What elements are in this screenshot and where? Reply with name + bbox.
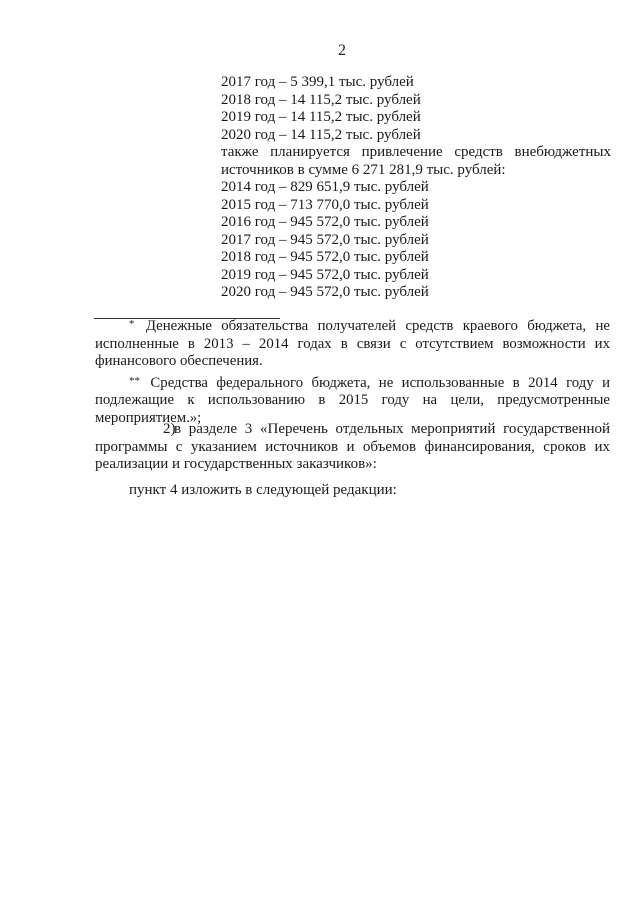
footnote-mark: ** (129, 374, 140, 387)
footnotes (95, 318, 610, 431)
list-item (95, 421, 610, 474)
funding-line: 2018 год – 945 572,0 тыс. рублей (221, 249, 429, 265)
funding-line: 2020 год – 945 572,0 тыс. рублей (221, 284, 429, 300)
funding-line: 2015 год – 713 770,0 тыс. рублей (221, 196, 429, 213)
footnote (95, 375, 610, 428)
item-number: 2) (163, 421, 176, 437)
funding-line: 2017 год – 945 572,0 тыс. рублей (221, 231, 429, 248)
funding-line: 2019 год – 14 115,2 тыс. рублей (221, 109, 421, 125)
funding-line: 2017 год – 5 399,1 тыс. рублей (221, 74, 414, 90)
page-number: 2 (338, 42, 346, 59)
paragraph: пункт 4 изложить в следующей редакции: (129, 481, 397, 498)
footnote-mark: * (129, 318, 135, 330)
footnote (95, 318, 610, 371)
item-text: в разделе 3 «Перечень отдельных мероприятий государственной программы с указанием источников и объемов финансирования, сроков их реализации и государственных заказчиков»: (95, 421, 610, 472)
extrabudget-line: источников в сумме 6 271 281,9 тыс. рублей: (221, 161, 506, 178)
body-text (95, 421, 610, 507)
funding-line: 2020 год – 14 115,2 тыс. рублей (221, 126, 421, 143)
funding-line: 2016 год – 945 572,0 тыс. рублей (221, 214, 429, 230)
extrabudget-line: также планируется привлечение средств внебюджетных (221, 144, 611, 160)
footnote-text: Денежные обязательства получателей средств краевого бюджета, не исполненные в 2013 – 2014 годах в связи с отсутствием возможности их финансового обеспечения. (95, 318, 610, 369)
funding-line: 2014 год – 829 651,9 тыс. рублей (221, 179, 429, 195)
funding-block (221, 74, 611, 302)
funding-line: 2019 год – 945 572,0 тыс. рублей (221, 266, 429, 283)
footnote-text: Средства федерального бюджета, не использованные в 2014 году и подлежащие к использованию в 2015 году на цели, предусмотренные мероприятием.»; (95, 374, 611, 426)
funding-line: 2018 год – 14 115,2 тыс. рублей (221, 91, 421, 108)
